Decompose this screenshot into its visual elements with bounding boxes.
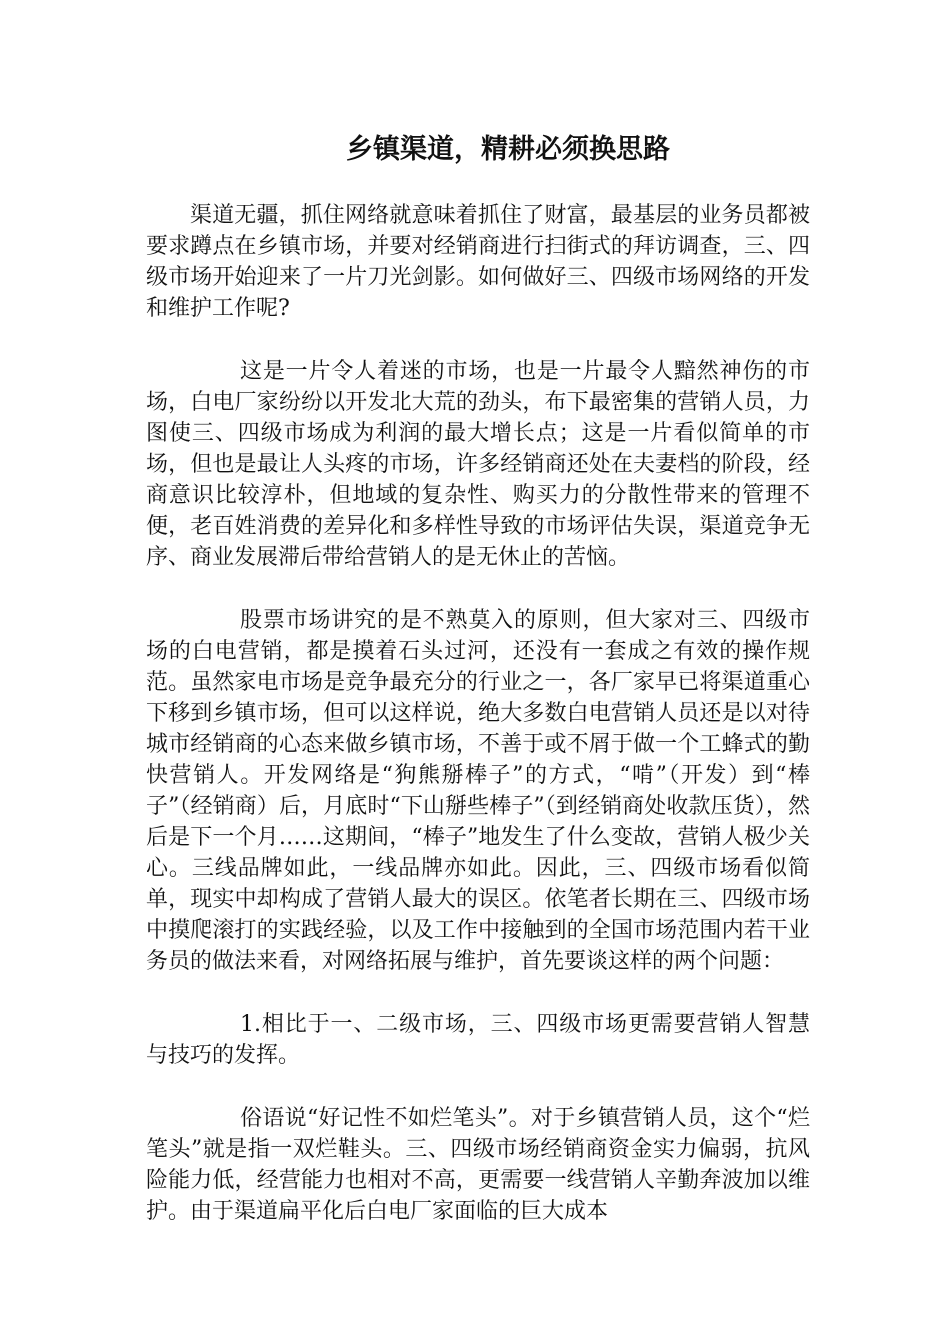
paragraph-point-one: 1.相比于一、二级市场，三、四级市场更需要营销人智慧与技巧的发挥。 [146, 1012, 810, 1068]
paragraph-intro: 渠道无疆，抓住网络就意味着抓住了财富，最基层的业务员都被要求蹲点在乡镇市场，并要对经销商进行扫街式的拜访调查，三、四级市场开始迎来了一片刀光剑影。如何做好三、四级市场网络的开发和维护工作呢? [146, 203, 810, 321]
document-title: 乡镇渠道，精耕必须换思路 [346, 134, 670, 165]
document-body [146, 200, 810, 1259]
paragraph-market-analysis: 股票市场讲究的是不熟莫入的原则，但大家对三、四级市场的白电营销，都是摸着石头过河，还没有一套成之有效的操作规范。虽然家电市场是竞争最充分的行业之一，各厂家早已将渠道重心下移到乡镇市场，但可以这样说，绝大多数白电营销人员还是以对待城市经销商的心态来做乡镇市场，不善于或不屑于做一个工蜂式的勤快营销人。开发网络是“狗熊掰棒子”的方式，“啃”（开发）到“棒子”（经销商）后，月底时“下山掰些棒子”（到经销商处收款压货），然后是下一个月……这期间，“棒子”地发生了什么变故，营销人极少关心。三线品牌如此，一线品牌亦如此。因此，三、四级市场看似简单，现实中却构成了营销人最大的误区。依笔者长期在三、四级市场中摸爬滚打的实践经验，以及工作中接触到的全国市场范围内若干业务员的做法来看，对网络拓展与维护，首先要谈这样的两个问题： [146, 608, 810, 974]
paragraph-proverb: 俗语说“好记性不如烂笔头”。对于乡镇营销人员，这个“烂笔头”就是指一双烂鞋头。三、四级市场经销商资金实力偏弱，抗风险能力低，经营能力也相对不高，更需要一线营销人辛勤奔波加以维护。由于渠道扁平化后白电厂家面临的巨大成本 [146, 1106, 810, 1224]
paragraph-market-description: 这是一片令人着迷的市场，也是一片最令人黯然神伤的市场，白电厂家纷纷以开发北大荒的劲头，布下最密集的营销人员，力图使三、四级市场成为利润的最大增长点；这是一片看似简单的市场，但也是最让人头疼的市场，许多经销商还处在夫妻档的阶段，经商意识比较淳朴，但地域的复杂性、购买力的分散性带来的管理不便，老百姓消费的差异化和多样性导致的市场评估失误，渠道竞争无序、商业发展滞后带给营销人的是无休止的苦恼。 [146, 359, 810, 570]
